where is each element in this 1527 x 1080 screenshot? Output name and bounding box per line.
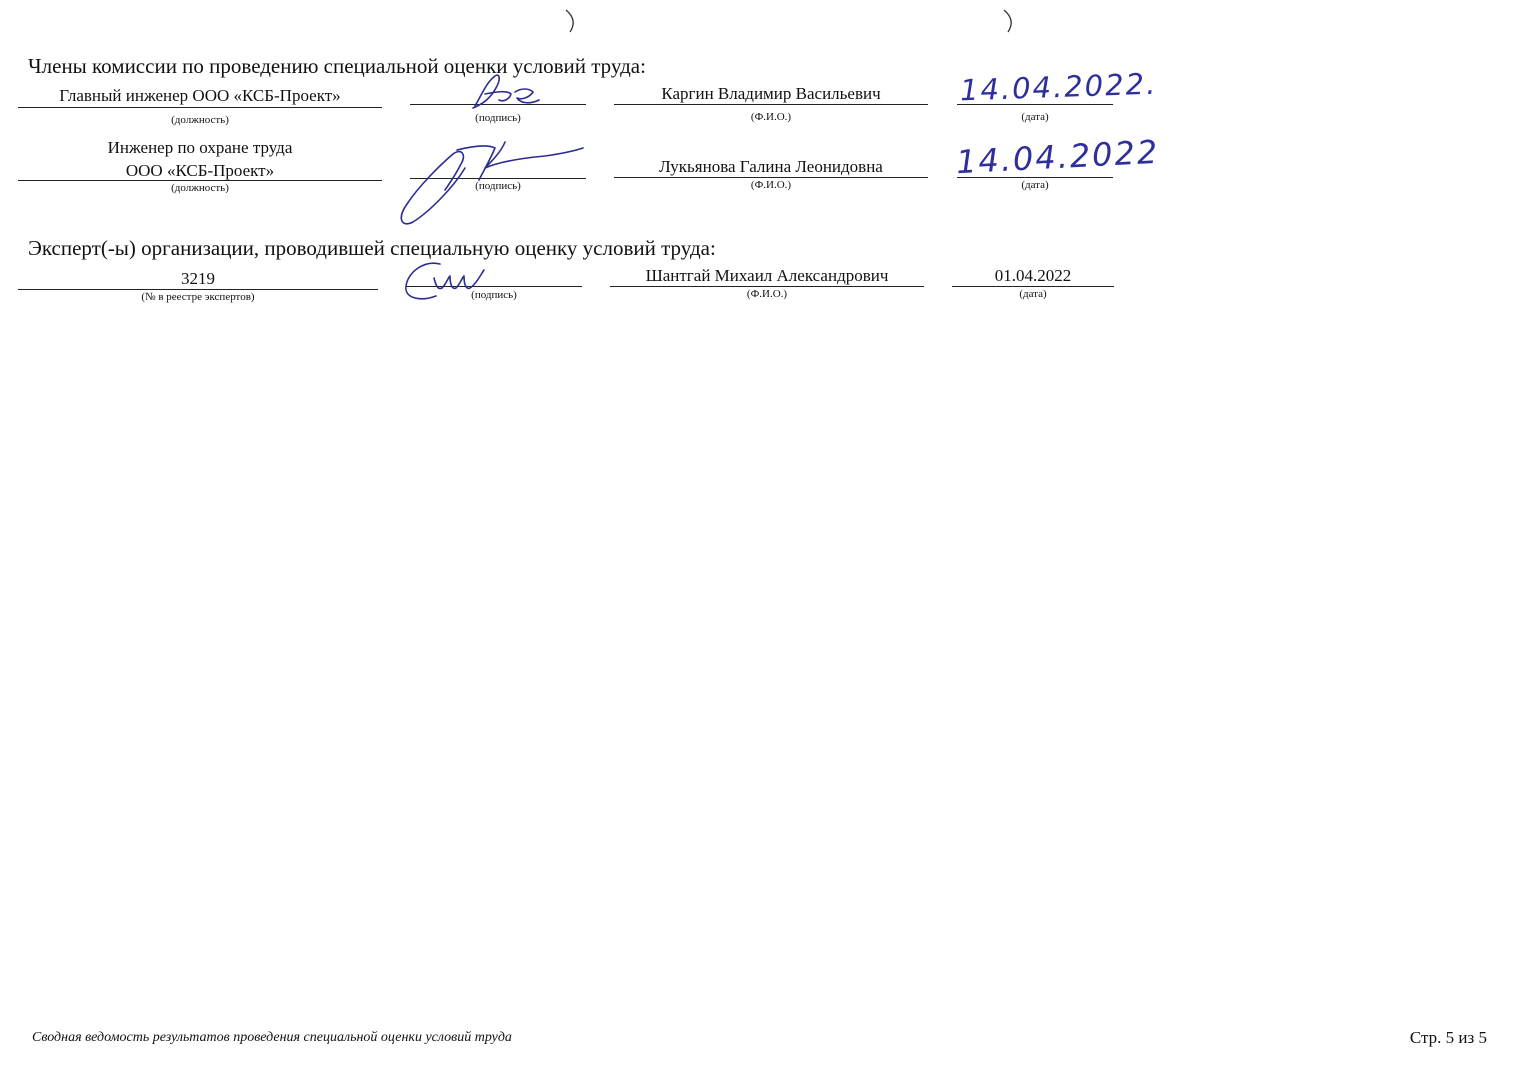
member2-name-caption: (Ф.И.О.) [750, 179, 792, 191]
member2-date-line [957, 177, 1113, 178]
member2-position-line2: ООО «КСБ-Проект» [125, 161, 275, 180]
member1-position-caption: (должность) [171, 114, 229, 126]
member1-position: Главный инженер ООО «КСБ-Проект» [59, 86, 341, 105]
expert-date: 01.04.2022 [994, 266, 1072, 285]
expert-registry-line [18, 289, 378, 290]
experts-heading: Эксперт(-ы) организации, проводившей специальную оценку условий труда: [28, 236, 716, 260]
expert-registry-caption: (№ в реестре экспертов) [141, 291, 255, 303]
member1-name-line [614, 104, 928, 105]
expert-name: Шантгай Михаил Александрович [645, 266, 889, 285]
expert-date-line [952, 286, 1114, 287]
member2-date-caption: (дата) [1021, 179, 1049, 191]
footer-document-title: Сводная ведомость результатов проведения специальной оценки условий труда [32, 1030, 512, 1045]
commission-heading: Члены комиссии по проведению специальной оценки условий труда: [28, 54, 646, 78]
member1-date: 14.04.2022. [959, 66, 1158, 108]
expert-name-caption: (Ф.И.О.) [746, 288, 788, 300]
member2-signature-caption: (подпись) [475, 180, 521, 192]
member1-date-caption: (дата) [1021, 111, 1049, 123]
member1-date-line [957, 104, 1113, 105]
member1-name-caption: (Ф.И.О.) [750, 111, 792, 123]
binder-marks [0, 0, 1527, 40]
expert-date-caption: (дата) [1019, 288, 1047, 300]
member1-signature-caption: (подпись) [475, 112, 521, 124]
expert-registry-number: 3219 [181, 269, 215, 288]
member2-signature [395, 128, 595, 233]
footer-page-number: Стр. 5 из 5 [1409, 1028, 1487, 1047]
member2-name-line [614, 177, 928, 178]
member1-signature [455, 70, 565, 130]
member2-position-caption: (должность) [171, 182, 229, 194]
member2-date: 14.04.2022 [955, 132, 1161, 182]
expert-name-line [610, 286, 924, 287]
expert-signature [400, 252, 500, 307]
member2-position-line [18, 180, 382, 181]
member1-name: Каргин Владимир Васильевич [661, 84, 881, 103]
member1-position-line [18, 107, 382, 108]
member2-position-line1: Инженер по охране труда [107, 138, 293, 157]
member2-name: Лукьянова Галина Леонидовна [659, 157, 883, 176]
expert-signature-caption: (подпись) [471, 289, 517, 301]
